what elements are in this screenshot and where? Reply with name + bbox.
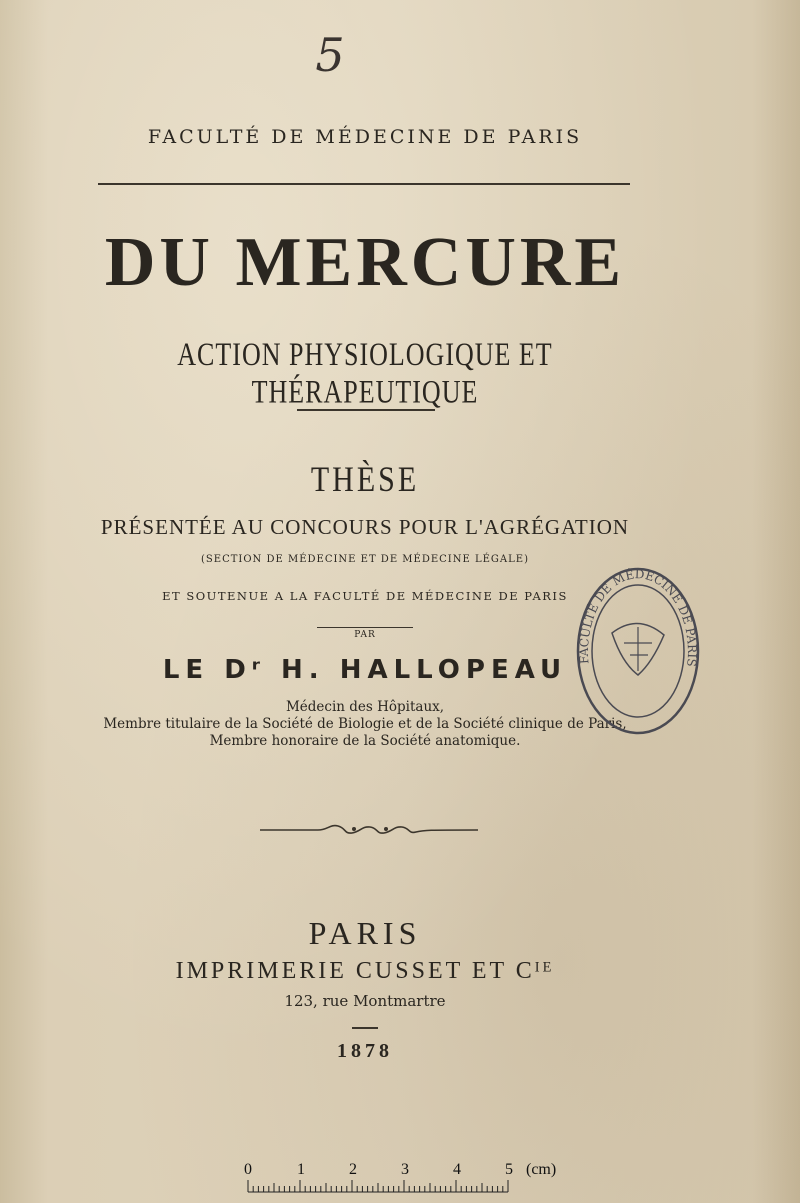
scale-bar [240,1158,580,1198]
scale-label-2: 2 [349,1161,357,1178]
affiliation-line: Membre honoraire de la Société anatomique. [209,733,521,749]
section-line: (SECTION DE MÉDECINE ET DE MÉDECINE LÉGALE) [201,554,529,565]
top-rule [98,183,630,185]
scale-unit: (cm) [526,1161,557,1178]
printer-name: IMPRIMERIE CUSSET ET Cᴵᴱ [175,958,555,984]
scale-ticks [248,1180,508,1192]
faculty-heading: FACULTÉ DE MÉDECINE DE PARIS [147,126,583,148]
presentation-line: PRÉSENTÉE AU CONCOURS POUR L'AGRÉGATION [100,515,630,539]
printer-address: 123, rue Montmartre [284,992,446,1010]
author-name: LE Dʳ H. HALLOPEAU [162,655,568,685]
library-stamp [572,563,704,739]
scale-label-3: 3 [401,1161,409,1178]
par-label: PAR [354,630,376,640]
scale-label-1: 1 [297,1161,305,1178]
publication-city: PARIS [308,915,422,951]
scale-label-4: 4 [453,1161,461,1178]
publication-year: 1878 [337,1040,393,1062]
stamp-text: FACULTÉ DE MÉDECINE DE PARIS [576,567,700,668]
title-rule [297,409,435,411]
scale-label-0: 0 [244,1161,252,1178]
fleuron-ornament [258,820,480,840]
par-rule [317,627,413,628]
affiliation-line: Médecin des Hôpitaux, [285,699,445,715]
document-subtitle: ACTION PHYSIOLOGIQUE ET THÉRAPEUTIQUE [177,336,553,410]
affiliation-line: Membre titulaire de la Société de Biologie et de la Société clinique de Paris, [103,716,627,732]
defense-line: ET SOUTENUE A LA FACULTÉ DE MÉDECINE DE PARIS [162,589,568,603]
page-number: 5 [315,28,345,82]
scale-label-5: 5 [505,1161,513,1178]
year-rule [352,1027,378,1029]
document-title: DU MERCURE [104,224,626,301]
thesis-heading: THÈSE [310,460,420,500]
